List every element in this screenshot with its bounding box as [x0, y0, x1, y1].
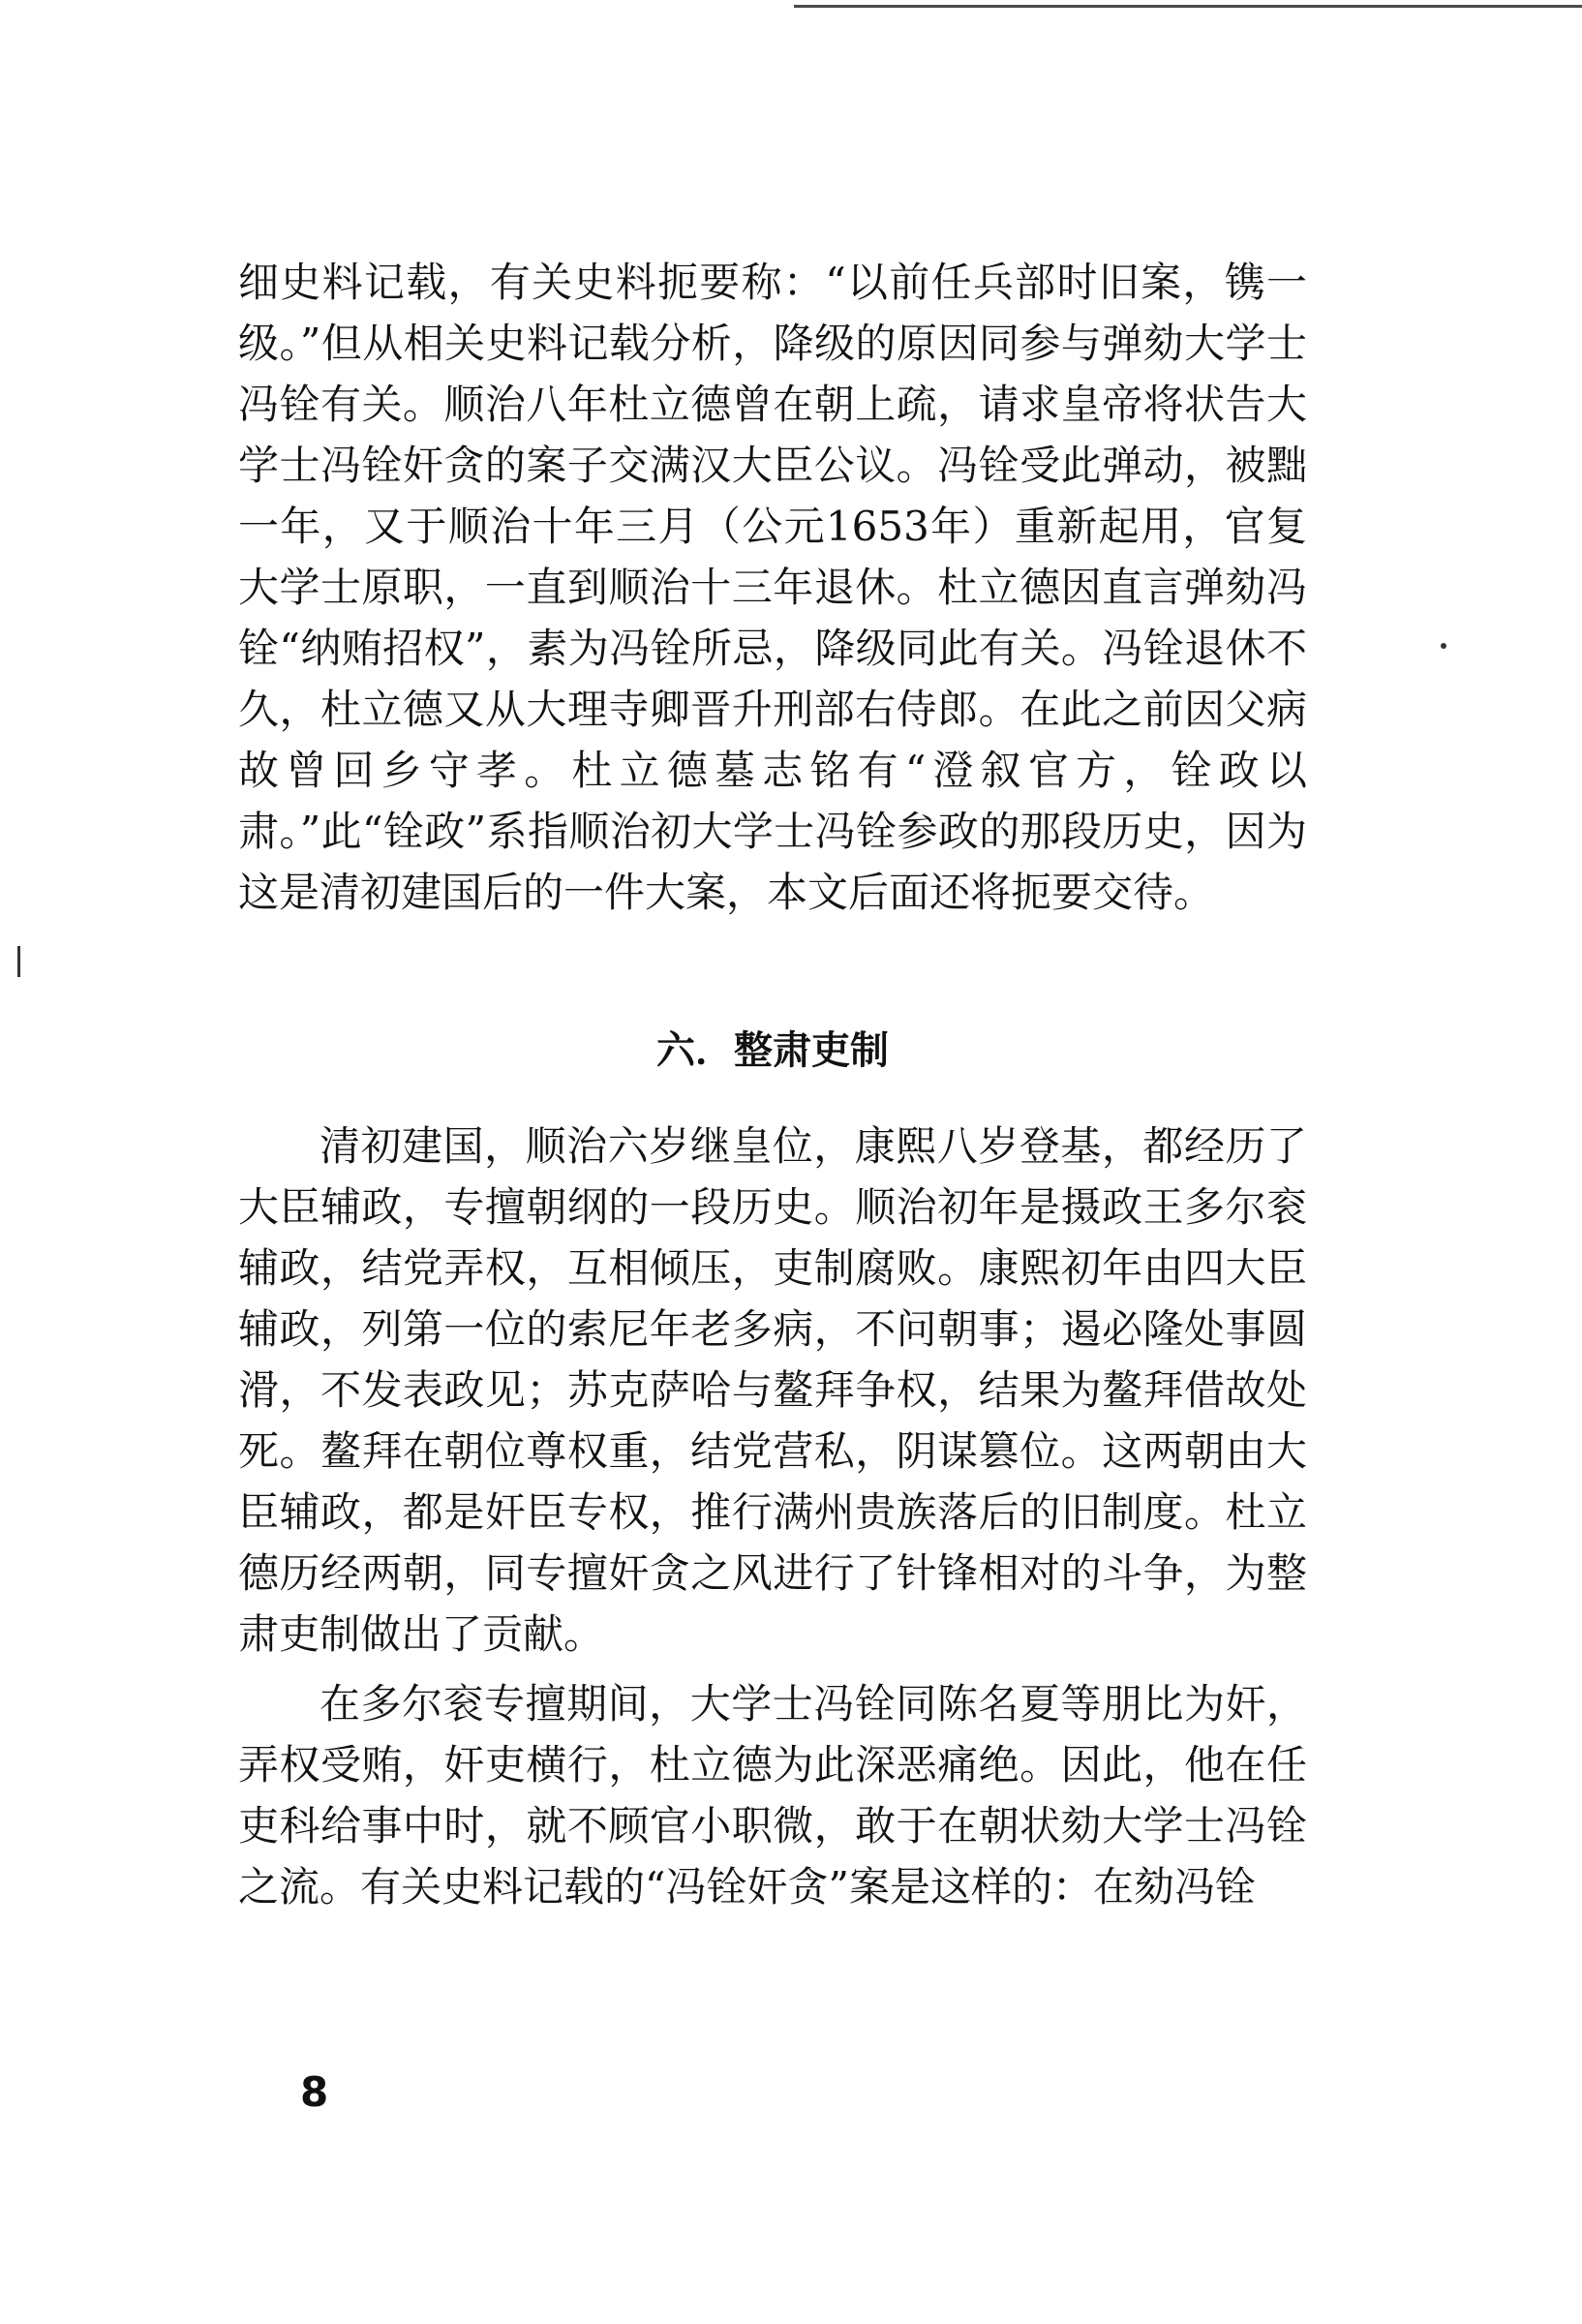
paragraph-continued: 细史料记载，有关史料扼要称：“以前任兵部时旧案，镌一级。”但从相关史料记载分析，降级的原因同参与弹劾大学士冯铨有关。顺治八年杜立德曾在朝上疏，请求皇帝将状告大学士冯铨奸贪的案子交满汉大臣公议。冯铨受此弹动，被黜一年，又于顺治十年三月（公元1653年）重新起用，官复大学士原职，一直到顺治十三年退休。杜立德因直言弹劾冯铨“纳贿招权”，素为冯铨所忌，降级同此有关。冯铨退休不久，杜立德又从大理寺卿晋升刑部右侍郎。在此之前因父病故曾回乡守孝。杜立德墓志铭有“澄叙官方，铨政以肃。”此“铨政”系指顺治初大学士冯铨参政的那段历史，因为这是清初建国后的一件大案，本文后面还将扼要交待。 [238, 259, 1307, 916]
margin-mark [17, 946, 20, 977]
paragraph: 清初建国，顺治六岁继皇位，康熙八岁登基，都经历了大臣辅政，专擅朝纲的一段历史。顺治初年是摄政王多尔衮辅政，结党弄权，互相倾压，吏制腐败。康熙初年由四大臣辅政，列第一位的索尼年老多病，不问朝事；遏必隆处事圆滑，不发表政见；苏克萨哈与鳌拜争权，结果为鳌拜借故处死。鳌拜在朝位尊权重，结党营私，阴谋篡位。这两朝由大臣辅政，都是奸臣专权，推行满州贵族落后的旧制度。杜立德历经两朝，同专擅奸贪之风进行了针锋相对的斗争，为整肃吏制做出了贡献。 [238, 1122, 1307, 1658]
body-text-top [238, 252, 1307, 923]
ink-speck [1441, 643, 1446, 649]
top-rule [794, 5, 1582, 8]
paragraph: 在多尔衮专擅期间，大学士冯铨同陈名夏等朋比为奸，弄权受贿，奸吏横行，杜立德为此深恶痛绝。因此，他在任吏科给事中时，就不顾官小职微，敢于在朝状劾大学士冯铨之流。有关史料记载的“冯铨奸贪”案是这样的：在劾冯铨 [238, 1680, 1307, 1911]
section-heading: 六．整肃吏制 [656, 1028, 889, 1073]
page-number: 8 [300, 2068, 329, 2116]
body-text-bottom [238, 1116, 1307, 1917]
